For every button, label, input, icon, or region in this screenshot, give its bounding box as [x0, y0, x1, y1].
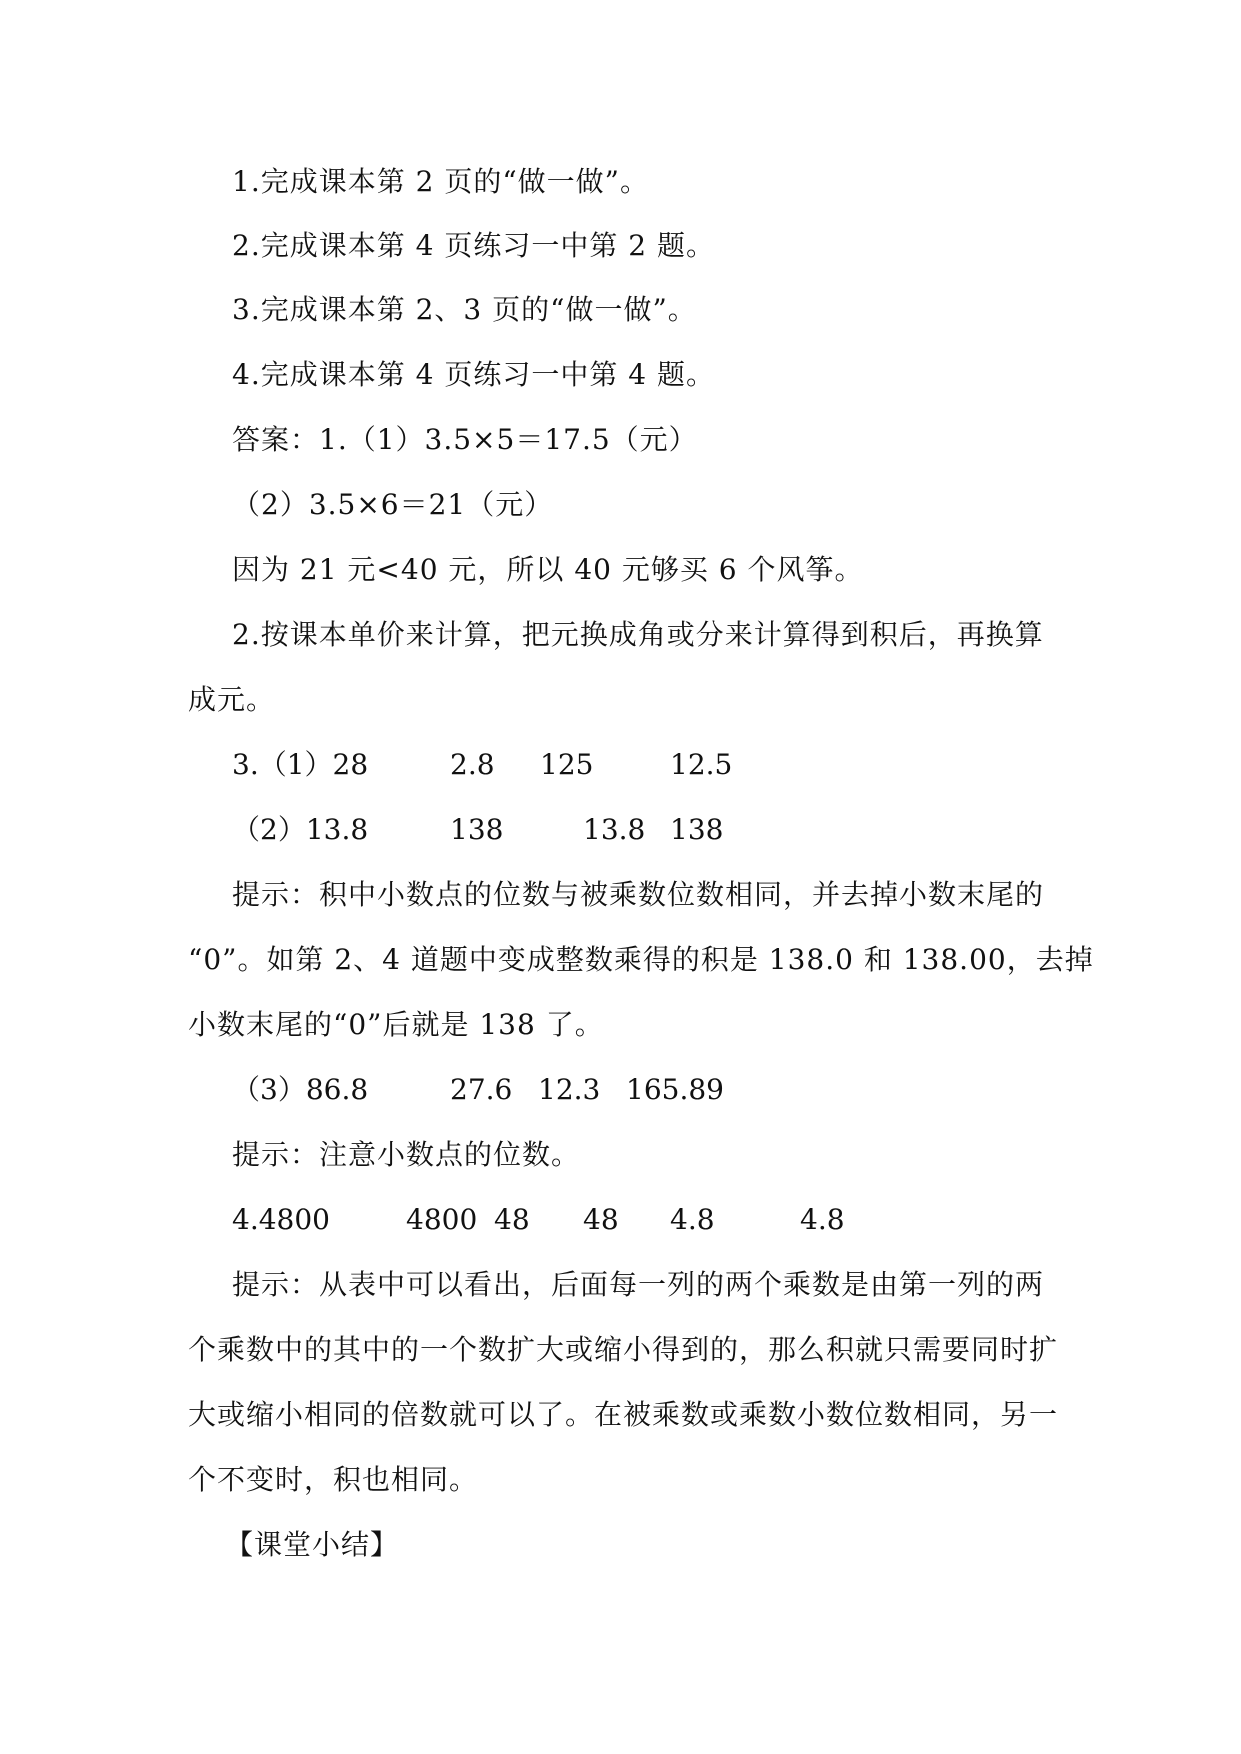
hint-3-line4: 个不变时，积也相同。: [188, 1463, 479, 1496]
hint-1-line1: 提示：积中小数点的位数与被乘数位数相同，并去掉小数末尾的: [232, 878, 1045, 911]
answer-1-2: （2）3.5×6＝21（元）: [232, 488, 554, 521]
answer-2-line2: 成元。: [188, 683, 276, 716]
hint-3-line1: 提示：从表中可以看出，后面每一列的两个乘数是由第一列的两: [232, 1268, 1045, 1301]
cell: 125: [540, 748, 594, 781]
cell: 4.8: [670, 1203, 715, 1236]
task-4: 4.完成课本第 4 页练习一中第 4 题。: [232, 358, 715, 391]
cell: 3.（1）28: [232, 748, 369, 781]
cell: 12.5: [670, 748, 733, 781]
cell: 13.8: [583, 813, 646, 846]
cell: （3）86.8: [232, 1073, 369, 1106]
cell: 48: [494, 1203, 530, 1236]
cell: 4.4800: [232, 1203, 330, 1236]
hint-2: 提示：注意小数点的位数。: [232, 1138, 581, 1171]
section-heading-summary: 【课堂小结】: [225, 1528, 400, 1561]
cell: 48: [583, 1203, 619, 1236]
cell: 138: [670, 813, 724, 846]
answer-1-conclusion: 因为 21 元<40 元，所以 40 元够买 6 个风筝。: [232, 553, 864, 586]
cell: 4800: [406, 1203, 478, 1236]
hint-3-line2: 个乘数中的其中的一个数扩大或缩小得到的，那么积就只需要同时扩: [188, 1333, 1059, 1366]
hint-3-line3: 大或缩小相同的倍数就可以了。在被乘数或乘数小数位数相同，另一: [188, 1398, 1059, 1431]
answer-2-line1: 2.按课本单价来计算，把元换成角或分来计算得到积后，再换算: [232, 618, 1044, 651]
cell: 4.8: [800, 1203, 845, 1236]
task-1: 1.完成课本第 2 页的“做一做”。: [232, 165, 649, 198]
answer-heading: 答案：1.（1）3.5×5＝17.5（元）: [232, 423, 698, 456]
task-3: 3.完成课本第 2、3 页的“做一做”。: [232, 293, 697, 326]
cell: （2）13.8: [232, 813, 369, 846]
hint-1-line3: 小数末尾的“0”后就是 138 了。: [188, 1008, 604, 1041]
hint-1-line2: “0”。如第 2、4 道题中变成整数乘得的积是 138.0 和 138.00，去掉: [188, 943, 1094, 976]
cell: 27.6: [450, 1073, 513, 1106]
cell: 12.3: [538, 1073, 601, 1106]
task-2: 2.完成课本第 4 页练习一中第 2 题。: [232, 229, 715, 262]
cell: 165.89: [626, 1073, 724, 1106]
cell: 2.8: [450, 748, 495, 781]
cell: 138: [450, 813, 504, 846]
